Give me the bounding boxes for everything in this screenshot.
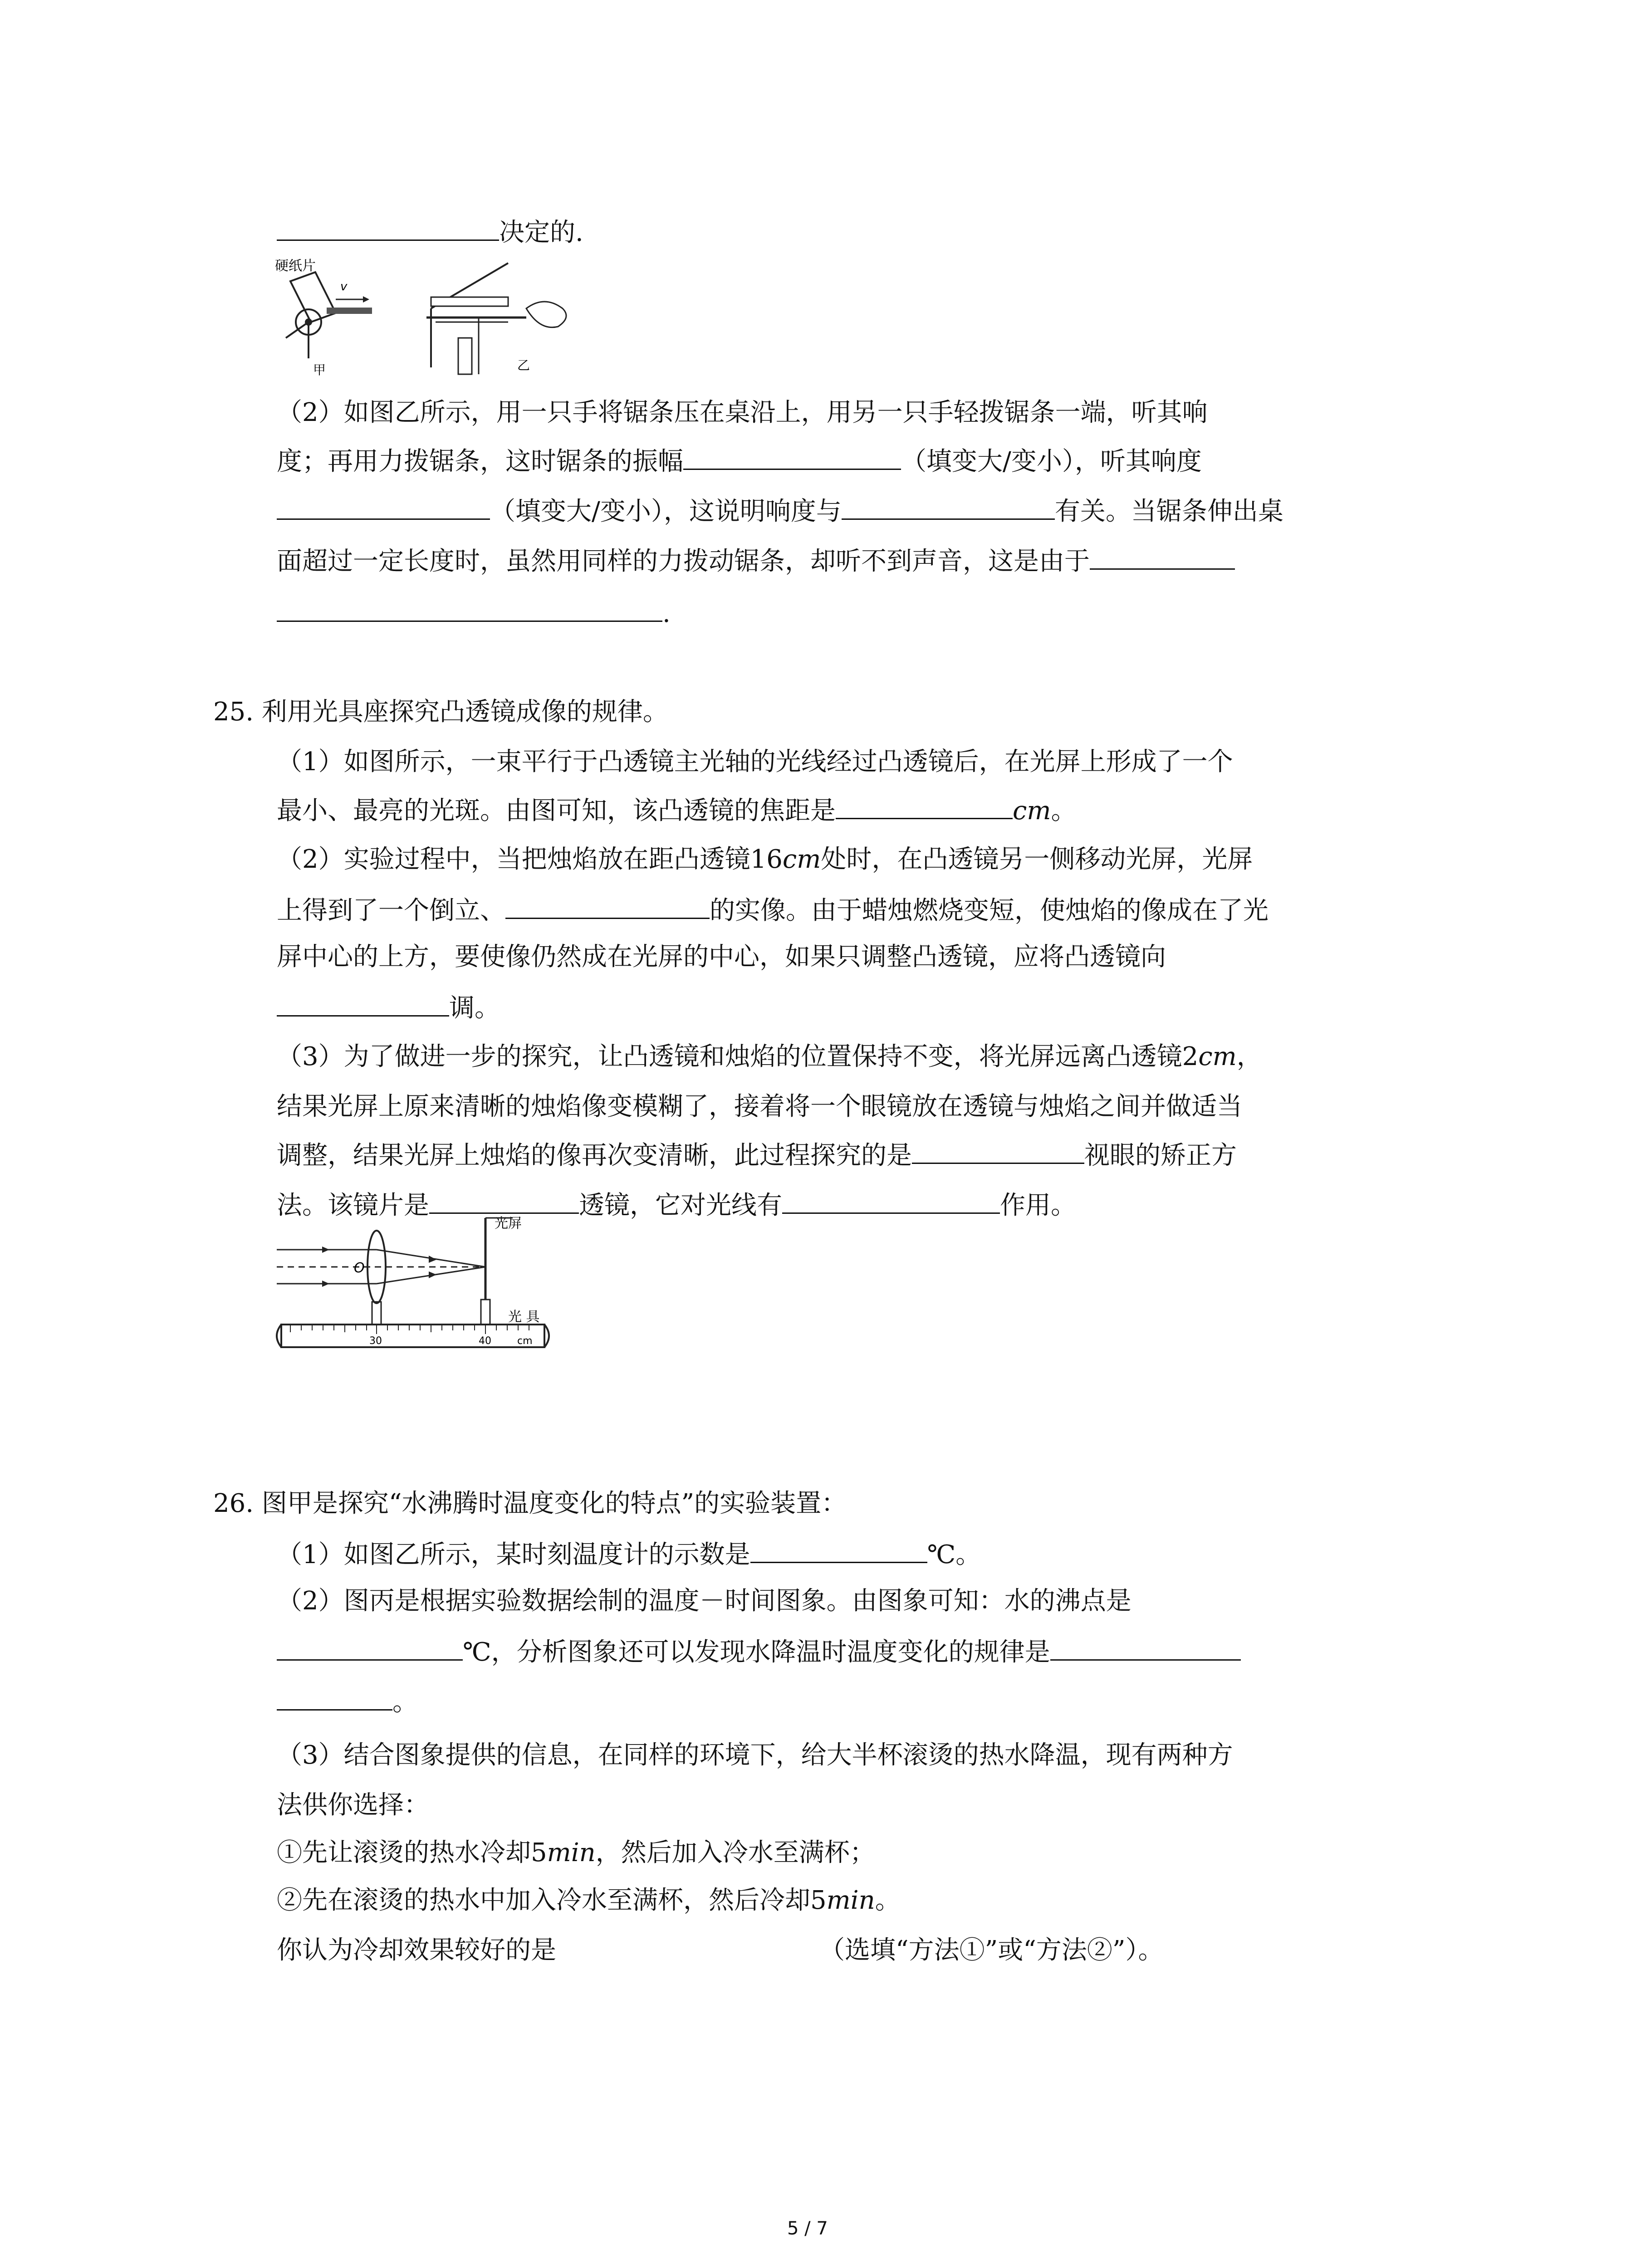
card-label: 硬纸片 <box>275 258 316 274</box>
q26-question: 你认为冷却效果较好的是 （选填“方法①”或“方法②”）。 <box>277 1936 1164 1965</box>
q25-p3-line4: 法。该镜片是 透镜，它对光线有 作用。 <box>277 1186 1076 1224</box>
answer-blank[interactable] <box>277 594 662 622</box>
q25-figure <box>272 1209 563 1360</box>
q25-p2-line2: 上得到了一个倒立、 的实像。由于蜡烛燃烧变短，使烛焰的像成在了光 <box>277 891 1269 929</box>
screen-label: 光屏 <box>495 1216 522 1232</box>
q25-p3-line1: （3）为了做进一步的探究，让凸透镜和烛焰的位置保持不变，将光屏远离凸透镜2cm， <box>277 1042 1262 1071</box>
q26-title: 26. 图甲是探究“水沸腾时温度变化的特点”的实验装置： <box>213 1489 847 1518</box>
answer-blank[interactable] <box>277 1683 392 1711</box>
page-number: 5 / 7 <box>787 2218 828 2239</box>
answer-blank[interactable] <box>277 989 449 1017</box>
q25-p2-line1: （2）实验过程中，当把烛焰放在距凸透镜16cm处时，在凸透镜另一侧移动光屏，光屏 <box>277 845 1253 874</box>
answer-blank[interactable] <box>277 213 499 241</box>
answer-blank[interactable] <box>842 492 1055 520</box>
q25-p2-line3: 屏中心的上方，要使像仍然成在光屏的中心，如果只调整凸透镜，应将凸透镜向 <box>277 942 1166 972</box>
answer-blank[interactable] <box>1050 1633 1241 1661</box>
q24-p2-line4: 面超过一定长度时，虽然用同样的力拨动锯条，却听不到声音，这是由于 <box>277 542 1235 580</box>
answer-blank[interactable] <box>277 1633 463 1661</box>
answer-blank[interactable] <box>505 891 710 919</box>
q26-p3-line2: 法供你选择： <box>277 1790 429 1820</box>
bench-ticks <box>290 1325 529 1334</box>
q25-p3-line2: 结果光屏上原来清晰的烛焰像变模糊了，接着将一个眼镜放在透镜与烛焰之间并做适当 <box>277 1092 1242 1121</box>
optical-bench-diagram <box>272 1209 563 1359</box>
bench-label: 光 具 <box>508 1309 540 1325</box>
answer-blank[interactable] <box>912 1136 1084 1164</box>
q26-p2-line2: ℃，分析图象还可以发现水降温时温度变化的规律是 <box>277 1633 1241 1671</box>
sound-experiment-diagram <box>272 254 599 376</box>
q24-p2-line5: . <box>277 594 671 632</box>
q26-p3-line1: （3）结合图象提供的信息，在同样的环境下，给大半杯滚烫的热水降温，现有两种方 <box>277 1740 1233 1770</box>
figure-jia-label: 甲 <box>313 362 326 376</box>
q26-option2: ②先在滚烫的热水中加入冷水至满杯，然后冷却5min。 <box>277 1886 901 1915</box>
q25-p2-line4: 调。 <box>277 989 500 1026</box>
unit-label-cm: cm <box>517 1335 533 1347</box>
answer-blank[interactable] <box>277 492 490 520</box>
answer-blank[interactable] <box>836 792 1013 819</box>
q25-p1-line2: 最小、最亮的光斑。由图可知，该凸透镜的焦距是 cm。 <box>277 792 1076 829</box>
q26-p2-line3: 。 <box>277 1683 418 1721</box>
q25-p3-line3: 调整，结果光屏上烛焰的像再次变清晰，此过程探究的是 视眼的矫正方 <box>277 1136 1237 1174</box>
velocity-label: v <box>340 280 348 293</box>
q25-title: 25. 利用光具座探究凸透镜成像的规律。 <box>213 697 668 727</box>
tick-label-30: 30 <box>369 1335 382 1347</box>
optical-center-label: O <box>354 1260 365 1276</box>
answer-blank[interactable] <box>1090 542 1235 570</box>
q26-option1: ①先让滚烫的热水冷却5min，然后加入冷水至满杯； <box>277 1838 875 1867</box>
answer-blank[interactable] <box>782 1186 1000 1214</box>
q26-p1: （1）如图乙所示，某时刻温度计的示数是 ℃。 <box>277 1535 981 1573</box>
tick-label-40: 40 <box>479 1335 491 1347</box>
figure-yi-label: 乙 <box>517 358 530 373</box>
answer-blank[interactable] <box>683 442 901 470</box>
q24-p2-line2: 度；再用力拨锯条，这时锯条的振幅 （填变大/变小），听其响度 <box>277 442 1202 480</box>
q24-figure <box>272 254 599 378</box>
q24-p2-line3: （填变大/变小），这说明响度与 有关。当锯条伸出桌 <box>277 492 1283 530</box>
q26-p2-line1: （2）图丙是根据实验数据绘制的温度－时间图象。由图象可知：水的沸点是 <box>277 1586 1132 1616</box>
q24-p2-line1: （2）如图乙所示，用一只手将锯条压在桌沿上，用另一只手轻拨锯条一端，听其响 <box>277 398 1208 427</box>
q25-p1-line1: （1）如图所示，一束平行于凸透镜主光轴的光线经过凸透镜后，在光屏上形成了一个 <box>277 747 1233 777</box>
answer-blank[interactable] <box>750 1535 927 1563</box>
q24-decide-line: 决定的. <box>277 213 583 251</box>
